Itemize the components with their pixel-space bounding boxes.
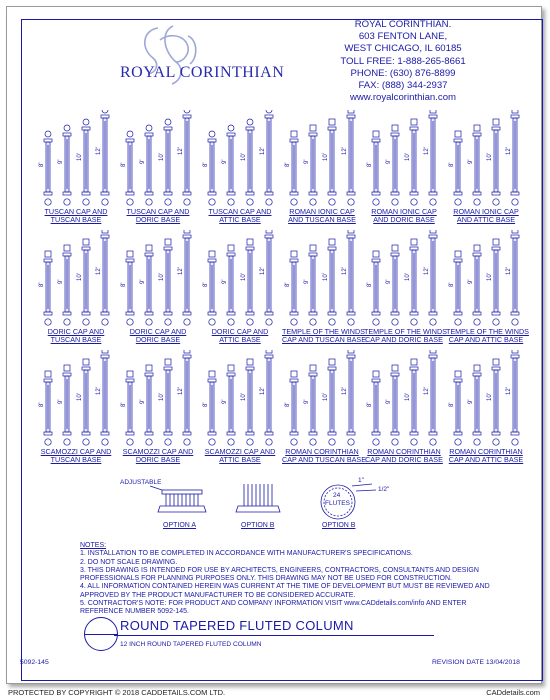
column-detail xyxy=(36,230,116,354)
column-detail xyxy=(446,230,529,354)
column-caption-line1: TUSCAN CAP AND xyxy=(44,207,108,216)
column-elevation xyxy=(410,359,418,445)
column-caption-line2: AND TUSCAN BASE xyxy=(288,215,356,224)
height-label: 12' xyxy=(506,267,512,275)
title-rule xyxy=(114,635,434,636)
column-caption-line1: SCAMOZZI CAP AND xyxy=(204,447,276,456)
column-caption-line2: CAP AND TUSCAN BASE xyxy=(282,455,367,464)
height-label: 8' xyxy=(203,162,209,167)
column-elevation xyxy=(126,131,134,205)
height-label: 9' xyxy=(304,159,310,164)
column-caption-line2: TUSCAN BASE xyxy=(50,455,102,464)
column-detail xyxy=(282,230,367,354)
column-caption-line2: TUSCAN BASE xyxy=(50,215,102,224)
revision-date: REVISION DATE 13/04/2018 xyxy=(432,659,520,666)
column-caption-line1: DORIC CAP AND xyxy=(211,327,269,336)
height-label: 8' xyxy=(285,282,291,287)
column-elevation xyxy=(63,125,71,205)
height-label: 8' xyxy=(121,282,127,287)
height-label: 8' xyxy=(449,162,455,167)
column-elevation xyxy=(372,131,380,205)
dim-one-inch: 1" xyxy=(358,477,364,484)
column-grid xyxy=(36,110,529,470)
column-elevations xyxy=(118,230,198,330)
column-elevation xyxy=(63,365,71,445)
column-elevation xyxy=(511,230,519,325)
notes-heading: NOTES: xyxy=(80,542,107,549)
column-elevations xyxy=(446,350,526,450)
column-elevation xyxy=(372,371,380,445)
option-b-flutes-label: OPTION B xyxy=(322,522,356,529)
height-label: 8' xyxy=(39,402,45,407)
options-area xyxy=(120,476,420,536)
column-caption-line2: CAP AND TUSCAN BASE xyxy=(282,335,367,344)
column-caption-line2: CAP AND DORIC BASE xyxy=(365,335,443,344)
column-elevation xyxy=(309,365,317,445)
column-elevation xyxy=(126,251,134,325)
column-caption-line2: CAP AND ATTIC BASE xyxy=(448,335,524,344)
column-caption-line2: AND DORIC BASE xyxy=(373,215,435,224)
column-elevations xyxy=(282,230,362,330)
column-detail xyxy=(364,230,447,354)
dim-half-inch: 1/2" xyxy=(378,486,390,493)
height-label: 10' xyxy=(487,273,493,281)
column-elevation xyxy=(145,365,153,445)
column-elevation xyxy=(265,230,273,325)
height-label: 12' xyxy=(342,387,348,395)
height-label: 10' xyxy=(159,273,165,281)
column-caption-line1: ROMAN IONIC CAP xyxy=(371,207,437,216)
column-elevation xyxy=(44,131,52,205)
fax: FAX: (888) 344-2937 xyxy=(358,80,448,92)
column-caption-line1: TEMPLE OF THE WINDS xyxy=(364,327,447,336)
flutes-count: 24 xyxy=(333,492,341,499)
height-label: 12' xyxy=(506,387,512,395)
column-caption-line1: ROMAN CORINTHIAN xyxy=(367,447,441,456)
column-caption-line1: ROMAN IONIC CAP xyxy=(453,207,519,216)
column-detail xyxy=(118,230,198,354)
column-elevation xyxy=(126,371,134,445)
height-label: 9' xyxy=(468,159,474,164)
height-label: 12' xyxy=(424,147,430,155)
column-elevation xyxy=(473,245,481,325)
column-caption-line2: DORIC BASE xyxy=(135,455,181,464)
column-elevation xyxy=(208,251,216,325)
height-label: 12' xyxy=(96,147,102,155)
height-label: 9' xyxy=(304,279,310,284)
column-elevation xyxy=(101,230,109,325)
column-elevation xyxy=(63,245,71,325)
height-label: 12' xyxy=(260,147,266,155)
column-detail xyxy=(364,110,444,234)
height-label: 8' xyxy=(121,402,127,407)
column-elevation xyxy=(101,110,109,205)
drawing-title: ROUND TAPERED FLUTED COLUMN xyxy=(120,618,354,633)
height-label: 8' xyxy=(285,162,291,167)
column-elevation xyxy=(290,371,298,445)
column-caption-line1: TEMPLE OF THE WINDS xyxy=(446,327,529,336)
column-elevations xyxy=(282,110,362,210)
notes-block xyxy=(80,542,520,617)
column-caption-line2: DORIC BASE xyxy=(135,215,181,224)
note-line: PROFESSIONALS FOR PLANNING PURPOSES ONLY. THIS DRAWING MAY NOT BE USED FOR CONSTRUCTION. xyxy=(80,575,452,583)
height-label: 9' xyxy=(468,279,474,284)
height-label: 9' xyxy=(140,399,146,404)
height-label: 8' xyxy=(121,162,127,167)
height-label: 12' xyxy=(178,387,184,395)
column-elevation xyxy=(265,350,273,445)
column-caption-line1: SCAMOZZI CAP AND xyxy=(122,447,194,456)
column-elevation xyxy=(183,230,191,325)
column-detail xyxy=(446,350,526,474)
column-elevations xyxy=(364,110,444,210)
column-elevation xyxy=(82,119,90,205)
column-elevation xyxy=(328,239,336,325)
column-caption-line2: ATTIC BASE xyxy=(219,455,261,464)
note-line: 4. ALL INFORMATION CONTAINED HEREIN WAS CURRENT AT THE TIME OF DEVELOPMENT BUT MUST BE REVIEWED AND xyxy=(80,583,490,591)
column-detail xyxy=(282,350,367,474)
height-label: 9' xyxy=(386,399,392,404)
column-elevation xyxy=(492,239,500,325)
height-label: 10' xyxy=(77,273,83,281)
height-label: 9' xyxy=(58,399,64,404)
height-label: 12' xyxy=(178,267,184,275)
column-elevation xyxy=(145,125,153,205)
logo-wordmark: ROYAL CORINTHIAN xyxy=(120,64,285,81)
height-label: 12' xyxy=(178,147,184,155)
address-line-1: 603 FENTON LANE, xyxy=(358,31,448,43)
height-label: 9' xyxy=(468,399,474,404)
column-elevation xyxy=(347,110,355,205)
column-elevation xyxy=(328,119,336,205)
column-elevations xyxy=(364,230,444,330)
height-label: 8' xyxy=(367,282,373,287)
column-elevations xyxy=(364,350,444,450)
column-elevation xyxy=(429,230,437,325)
drawing-subtitle: 12 INCH ROUND TAPERED FLUTED COLUMN xyxy=(120,641,262,648)
column-elevation xyxy=(183,350,191,445)
height-label: 12' xyxy=(506,147,512,155)
height-label: 10' xyxy=(159,153,165,161)
column-elevations xyxy=(36,350,116,450)
height-label: 10' xyxy=(405,393,411,401)
column-elevation xyxy=(246,359,254,445)
option-b-label: OPTION B xyxy=(241,522,275,529)
column-elevation xyxy=(328,359,336,445)
column-caption-line2: DORIC BASE xyxy=(135,335,181,344)
column-detail xyxy=(36,350,116,474)
royal-corinthian-logo xyxy=(98,18,248,108)
column-elevation xyxy=(391,365,399,445)
column-elevation xyxy=(454,131,462,205)
height-label: 10' xyxy=(159,393,165,401)
title-block xyxy=(84,617,444,653)
column-elevation xyxy=(391,125,399,205)
height-label: 9' xyxy=(140,159,146,164)
height-label: 8' xyxy=(39,282,45,287)
column-caption-line1: ROMAN CORINTHIAN xyxy=(449,447,523,456)
column-elevation xyxy=(183,110,191,205)
height-label: 12' xyxy=(424,387,430,395)
note-line: APPROVED BY THE PRODUCT MANUFACTURER TO BE CONSIDERED ACCURATE. xyxy=(80,591,356,599)
column-elevation xyxy=(164,119,172,205)
toll-free: TOLL FREE: 1-888-265-8661 xyxy=(340,55,466,67)
column-caption-line1: TUSCAN CAP AND xyxy=(126,207,190,216)
column-elevation xyxy=(265,110,273,205)
height-label: 10' xyxy=(77,393,83,401)
column-elevation xyxy=(454,251,462,325)
column-elevation xyxy=(372,251,380,325)
column-elevation xyxy=(246,119,254,205)
height-label: 8' xyxy=(367,402,373,407)
column-elevation xyxy=(290,251,298,325)
column-elevation xyxy=(309,245,317,325)
height-label: 10' xyxy=(405,273,411,281)
note-line: REFERENCE NUMBER 5092-145. xyxy=(80,608,189,616)
column-detail xyxy=(118,110,198,234)
adjustable-label: ADJUSTABLE xyxy=(120,479,162,486)
height-label: 9' xyxy=(304,399,310,404)
height-label: 8' xyxy=(203,282,209,287)
column-elevations xyxy=(200,230,280,330)
height-label: 9' xyxy=(58,159,64,164)
column-elevation xyxy=(208,371,216,445)
column-elevation xyxy=(492,119,500,205)
phone: PHONE: (630) 876-8899 xyxy=(350,67,456,79)
height-label: 8' xyxy=(285,402,291,407)
height-label: 9' xyxy=(222,279,228,284)
height-label: 10' xyxy=(323,273,329,281)
height-label: 12' xyxy=(96,387,102,395)
column-caption-line2: AND ATTIC BASE xyxy=(456,215,516,224)
option-a-label: OPTION A xyxy=(163,522,197,529)
column-caption-line1: TUSCAN CAP AND xyxy=(208,207,272,216)
height-label: 10' xyxy=(487,393,493,401)
column-elevation xyxy=(44,251,52,325)
column-detail xyxy=(200,350,280,474)
column-elevation xyxy=(227,245,235,325)
caddetails-link[interactable]: CADdetails.com xyxy=(486,688,540,697)
column-detail xyxy=(446,110,526,234)
column-elevation xyxy=(82,239,90,325)
column-caption-line2: TUSCAN BASE xyxy=(50,335,102,344)
column-elevation xyxy=(511,110,519,205)
column-elevation xyxy=(347,230,355,325)
height-label: 9' xyxy=(222,159,228,164)
column-elevation xyxy=(82,359,90,445)
column-caption-line2: CAP AND DORIC BASE xyxy=(365,455,443,464)
height-label: 9' xyxy=(58,279,64,284)
column-elevation xyxy=(44,371,52,445)
height-label: 12' xyxy=(260,387,266,395)
column-elevation xyxy=(347,350,355,445)
column-elevations xyxy=(282,350,362,450)
column-detail xyxy=(118,350,198,474)
column-caption-line1: TEMPLE OF THE WINDS xyxy=(282,327,365,336)
column-caption-line1: ROMAN CORINTHIAN xyxy=(285,447,359,456)
note-line: 5. CONTRACTOR'S NOTE: FOR PRODUCT AND COMPANY INFORMATION VISIT www.CADdetails.com/info AND ENTER xyxy=(80,600,467,608)
column-elevations xyxy=(36,110,116,210)
height-label: 8' xyxy=(449,282,455,287)
address-line-2: WEST CHICAGO, IL 60185 xyxy=(344,43,462,55)
note-line: 3. THIS DRAWING IS INTENDED FOR USE BY ARCHITECTS, ENGINEERS, CONTRACTORS, CONSULTANTS AND DESIGN xyxy=(80,566,479,574)
height-label: 10' xyxy=(241,273,247,281)
column-elevation xyxy=(145,245,153,325)
column-detail xyxy=(200,110,280,234)
column-elevation xyxy=(391,245,399,325)
copyright-notice: PROTECTED BY COPYRIGHT © 2018 CADDETAILS.COM LTD. xyxy=(8,688,226,697)
company-name: ROYAL CORINTHIAN. xyxy=(354,19,452,30)
column-elevations xyxy=(118,110,198,210)
column-elevations xyxy=(200,110,280,210)
column-elevation xyxy=(227,365,235,445)
column-detail xyxy=(200,230,280,354)
column-elevation xyxy=(246,239,254,325)
column-elevation xyxy=(101,350,109,445)
reference-number: 5092-145 xyxy=(20,659,49,666)
height-label: 10' xyxy=(323,153,329,161)
detail-reference-circle xyxy=(84,617,118,651)
column-detail xyxy=(36,110,116,234)
column-elevations xyxy=(446,110,526,210)
height-label: 10' xyxy=(405,153,411,161)
height-label: 10' xyxy=(241,393,247,401)
column-caption-line1: DORIC CAP AND xyxy=(47,327,105,336)
column-caption-line2: ATTIC BASE xyxy=(219,335,261,344)
flutes-label: FLUTES xyxy=(325,500,350,507)
column-detail xyxy=(282,110,362,234)
height-label: 12' xyxy=(260,267,266,275)
height-label: 9' xyxy=(386,159,392,164)
column-elevation xyxy=(164,239,172,325)
column-elevation xyxy=(454,371,462,445)
column-caption-line1: SCAMOZZI CAP AND xyxy=(40,447,112,456)
height-label: 12' xyxy=(424,267,430,275)
column-elevations xyxy=(118,350,198,450)
column-elevations xyxy=(200,350,280,450)
height-label: 8' xyxy=(367,162,373,167)
column-elevation xyxy=(410,119,418,205)
column-elevation xyxy=(429,350,437,445)
height-label: 10' xyxy=(241,153,247,161)
column-elevation xyxy=(208,131,216,205)
height-label: 10' xyxy=(323,393,329,401)
height-label: 12' xyxy=(342,267,348,275)
column-elevation xyxy=(227,125,235,205)
column-elevation xyxy=(309,125,317,205)
note-line: 1. INSTALLATION TO BE COMPLETED IN ACCORDANCE WITH MANUFACTURER'S SPECIFICATIONS. xyxy=(80,550,413,558)
column-elevation xyxy=(429,110,437,205)
column-elevation xyxy=(290,131,298,205)
height-label: 10' xyxy=(487,153,493,161)
column-elevations xyxy=(446,230,526,330)
height-label: 8' xyxy=(449,402,455,407)
contact-block xyxy=(318,19,488,104)
column-caption-line1: ROMAN IONIC CAP xyxy=(289,207,355,216)
height-label: 8' xyxy=(203,402,209,407)
height-label: 12' xyxy=(342,147,348,155)
column-caption-line1: DORIC CAP AND xyxy=(129,327,187,336)
height-label: 12' xyxy=(96,267,102,275)
height-label: 10' xyxy=(77,153,83,161)
column-detail xyxy=(364,350,444,474)
column-elevation xyxy=(410,239,418,325)
height-label: 9' xyxy=(222,399,228,404)
column-caption-line2: ATTIC BASE xyxy=(219,215,261,224)
column-elevation xyxy=(492,359,500,445)
column-elevation xyxy=(164,359,172,445)
height-label: 9' xyxy=(386,279,392,284)
height-label: 9' xyxy=(140,279,146,284)
column-elevation xyxy=(473,365,481,445)
column-elevation xyxy=(473,125,481,205)
height-label: 8' xyxy=(39,162,45,167)
column-caption-line2: CAP AND ATTIC BASE xyxy=(448,455,524,464)
website: www.royalcorinthian.com xyxy=(349,92,457,104)
column-elevations xyxy=(36,230,116,330)
column-elevation xyxy=(511,350,519,445)
note-line: 2. DO NOT SCALE DRAWING. xyxy=(80,558,178,566)
